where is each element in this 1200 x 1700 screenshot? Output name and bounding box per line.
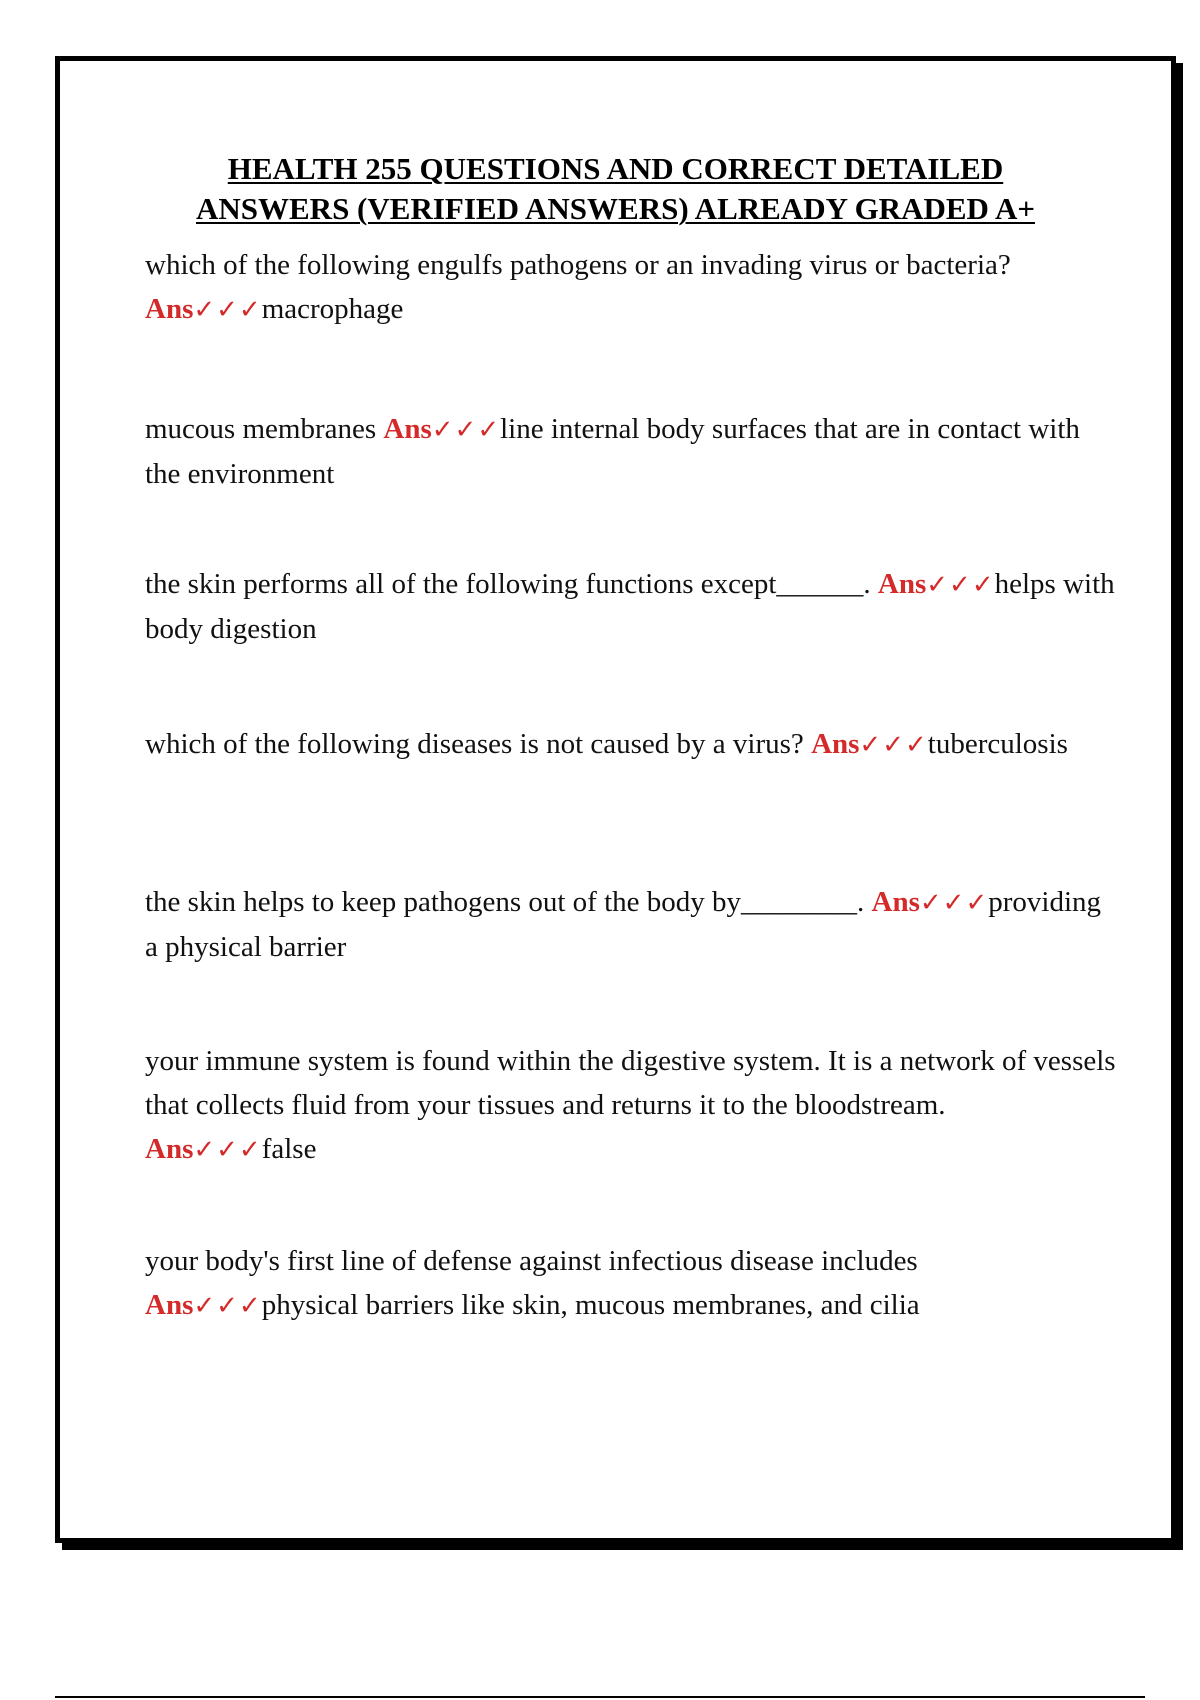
- qa-item-2: [145, 407, 1120, 496]
- title-line-2: ANSWERS (VERIFIED ANSWERS) ALREADY GRADED A+: [195, 191, 1035, 226]
- check-icon: ✓✓✓: [193, 1135, 262, 1165]
- answer-label: Ans: [871, 886, 920, 918]
- answer-text: providing a physical barrier: [145, 886, 1102, 963]
- qa-item-4: [145, 722, 1120, 767]
- qa-item-6: [145, 1039, 1120, 1172]
- check-icon: ✓✓✓: [919, 888, 989, 918]
- answer-label: Ans: [877, 568, 927, 600]
- answer-label: Ans: [811, 728, 860, 760]
- question-text: your body's first line of defense against infectious disease includes: [145, 1245, 918, 1277]
- check-icon: ✓✓✓: [859, 730, 928, 760]
- qa-item-7: [145, 1239, 1120, 1328]
- answer-text: physical barriers like skin, mucous membranes, and cilia: [261, 1289, 920, 1321]
- answer-text: tuberculosis: [927, 728, 1068, 760]
- qa-item-5: [145, 880, 1120, 969]
- answer-text: line internal body surfaces that are in contact with the environment: [145, 413, 1080, 490]
- check-icon: ✓✓✓: [926, 570, 995, 600]
- question-text: which of the following engulfs pathogens or an invading virus or bacteria?: [145, 249, 1011, 281]
- document-title: [60, 149, 1171, 229]
- answer-text: helps with body digestion: [145, 568, 1115, 645]
- answer-label: Ans: [145, 1133, 194, 1165]
- question-text: mucous membranes: [145, 413, 384, 445]
- question-text: the skin helps to keep pathogens out of the body by________.: [145, 886, 872, 918]
- qa-item-3: [145, 562, 1120, 651]
- answer-text: false: [261, 1133, 317, 1165]
- check-icon: ✓✓✓: [193, 1291, 262, 1321]
- question-text: your immune system is found within the digestive system. It is a network of vessels that collects fluid from your tissues and returns it to the bloodstream.: [145, 1045, 1116, 1121]
- qa-item-1: [145, 243, 1120, 332]
- footer-rule: [55, 1696, 1145, 1698]
- check-icon: ✓✓✓: [193, 295, 262, 325]
- answer-label: Ans: [145, 1289, 194, 1321]
- question-text: which of the following diseases is not caused by a virus?: [145, 728, 812, 760]
- check-icon: ✓✓✓: [431, 415, 501, 445]
- answer-label: Ans: [145, 293, 194, 325]
- answer-text: macrophage: [261, 293, 404, 325]
- question-text: the skin performs all of the following functions except______.: [145, 568, 878, 600]
- answer-label: Ans: [383, 413, 432, 445]
- title-line-1: HEALTH 255 QUESTIONS AND CORRECT DETAILED: [227, 151, 1004, 186]
- page-frame: [55, 56, 1176, 1543]
